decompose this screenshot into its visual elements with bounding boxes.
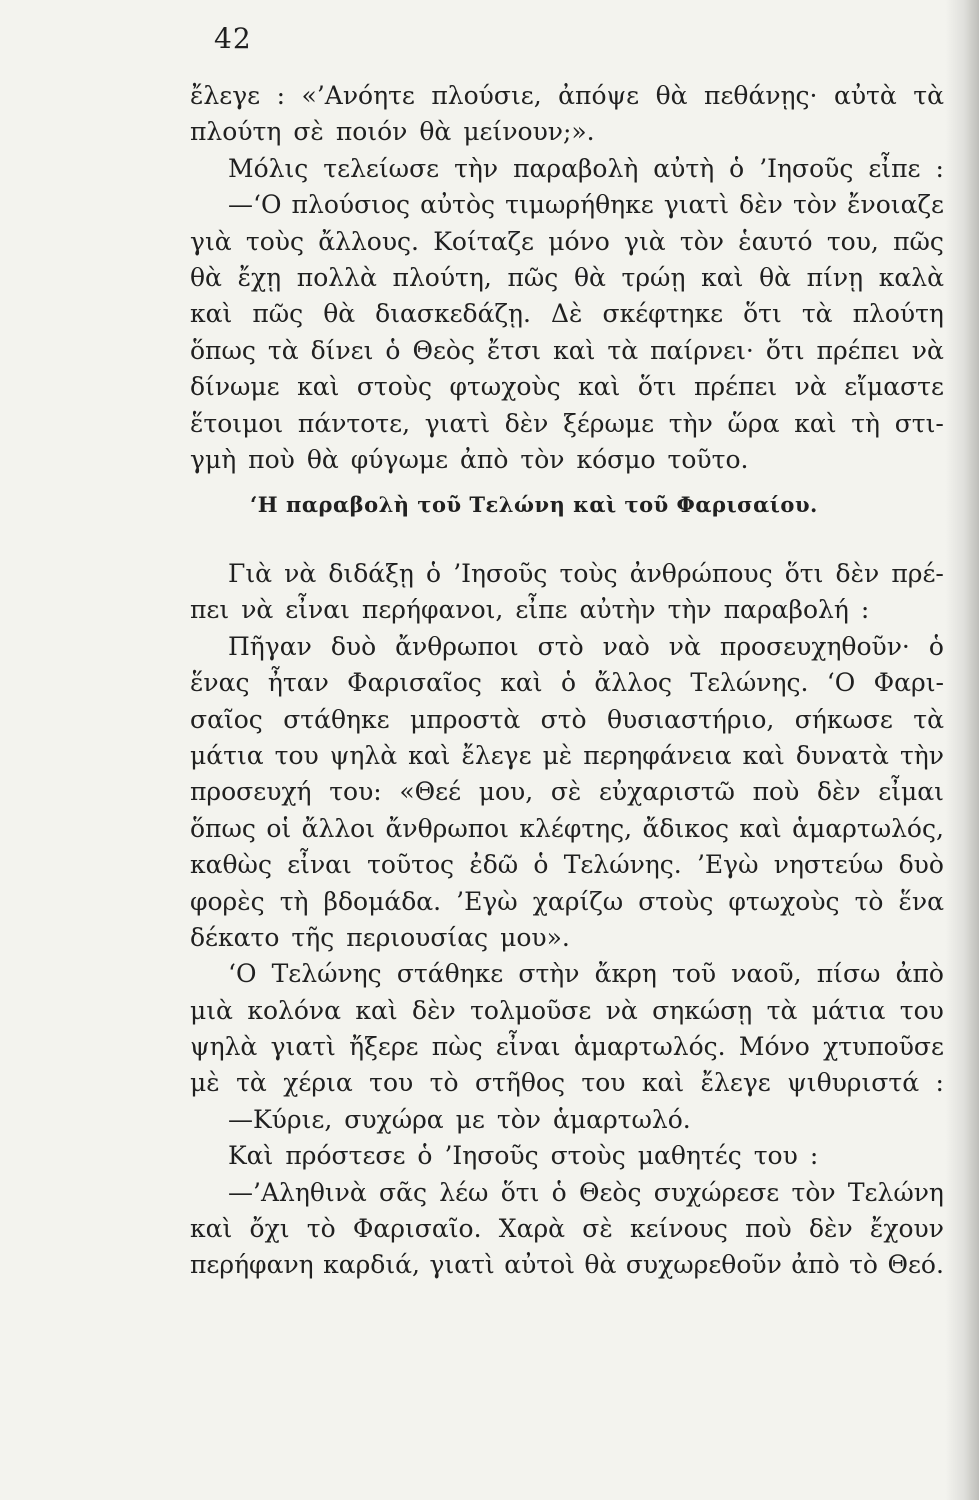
text-line: πει νὰ εἶναι περήφανοι, εἶπε αὐτὴν τὴν παραβολή : xyxy=(190,595,870,625)
text-line: ἕτοιμοι πάντοτε, γιατὶ δὲν ξέρωμε τὴν ὥρα καὶ τὴ στι- xyxy=(190,408,944,438)
text-line: καὶ ὄχι τὸ Φαρισαῖο. Χαρὰ σὲ κείνους ποὺ δὲν ἔχουν xyxy=(190,1214,944,1244)
text-line: προσευχή του: «Θεέ μου, σὲ εὐχαριστῶ ποὺ δὲν εἶμαι xyxy=(190,777,944,807)
text-line: —Κύριε, συχώρα με τὸν ἁμαρτωλό. xyxy=(228,1104,691,1134)
page-number: 42 xyxy=(214,22,252,55)
text-line: μάτια του ψηλὰ καὶ ἔλεγε μὲ περηφάνεια καὶ δυνατὰ τὴν xyxy=(190,740,944,770)
text-line: ἕνας ἦταν Φαρισαῖος καὶ ὁ ἄλλος Τελώνης. ‘Ο Φαρι- xyxy=(190,668,944,698)
text-line: πλούτη σὲ ποιόν θὰ μείνουν;». xyxy=(190,117,595,147)
text-line: δέκατο τῆς περιουσίας μου». xyxy=(190,922,570,952)
section-heading: ‘Η παραβολὴ τοῦ Τελώνη καὶ τοῦ Φαρισαίου. xyxy=(250,492,818,517)
text-line: Καὶ πρόστεσε ὁ ’Ιησοῦς στοὺς μαθητές του : xyxy=(228,1141,819,1171)
text-line: φορὲς τὴ βδομάδα. ’Εγὼ χαρίζω στοὺς φτωχοὺς τὸ ἕνα xyxy=(190,886,944,916)
text-line: —’Αληθινὰ σᾶς λέω ὅτι ὁ Θεὸς συχώρεσε τὸν Τελώνη xyxy=(228,1177,944,1207)
text-line: —‘Ο πλούσιος αὐτὸς τιμωρήθηκε γιατὶ δὲν τὸν ἔνοιαζε xyxy=(228,190,944,220)
text-line: δίνωμε καὶ στοὺς φτωχοὺς καὶ ὅτι πρέπει νὰ εἴμαστε xyxy=(190,372,944,402)
text-line: μιὰ κολόνα καὶ δὲν τολμοῦσε νὰ σηκώσῃ τὰ μάτια του xyxy=(190,995,944,1025)
text-line: ‘Ο Τελώνης στάθηκε στὴν ἄκρη τοῦ ναοῦ, πίσω ἀπὸ xyxy=(228,959,944,989)
text-line: Μόλις τελείωσε τὴν παραβολὴ αὐτὴ ὁ ’Ιησοῦς εἶπε : xyxy=(228,153,944,183)
text-line: Γιὰ νὰ διδάξῃ ὁ ’Ιησοῦς τοὺς ἀνθρώπους ὅτι δὲν πρέ- xyxy=(228,559,944,588)
paragraph-pharisee-publican xyxy=(190,556,944,1284)
text-line: ψηλὰ γιατὶ ἤξερε πὼς εἶναι ἁμαρτωλός. Μόνο χτυποῦσε xyxy=(190,1032,944,1062)
text-line: σαῖος στάθηκε μπροστὰ στὸ θυσιαστήριο, σήκωσε τὰ xyxy=(190,704,944,734)
text-line: ὅπως τὰ δίνει ὁ Θεὸς ἔτσι καὶ τὰ παίρνει· ὅτι πρέπει νὰ xyxy=(190,335,944,365)
text-line: ἔλεγε : «’Ανόητε πλούσιε, ἀπόψε θὰ πεθάνῃς· αὐτὰ τὰ xyxy=(190,81,944,110)
page-edge-shadow xyxy=(945,0,979,1500)
text-line: καὶ πῶς θὰ διασκεδάζῃ. Δὲ σκέφτηκε ὅτι τὰ πλούτη xyxy=(190,299,944,329)
text-line: καθὼς εἶναι τοῦτος ἐδῶ ὁ Τελώνης. ’Εγὼ νηστεύω δυὸ xyxy=(190,850,944,880)
text-line: Πῆγαν δυὸ ἄνθρωποι στὸ ναὸ νὰ προσευχηθοῦν· ὁ xyxy=(228,631,944,661)
text-line: γμὴ ποὺ θὰ φύγωμε ἀπὸ τὸν κόσμο τοῦτο. xyxy=(190,444,749,474)
text-line: μὲ τὰ χέρια του τὸ στῆθος του καὶ ἔλεγε ψιθυριστά : xyxy=(190,1068,944,1098)
paragraph-rich-man xyxy=(190,78,944,478)
text-line: περήφανη καρδιά, γιατὶ αὐτοὶ θὰ συχωρεθοῦν ἀπὸ τὸ Θεό. xyxy=(190,1250,944,1280)
text-line: γιὰ τοὺς ἄλλους. Κοίταζε μόνο γιὰ τὸν ἑαυτό του, πῶς xyxy=(190,226,944,256)
text-line: ὅπως οἱ ἄλλοι ἄνθρωποι κλέφτης, ἄδικος καὶ ἁμαρτωλός, xyxy=(190,813,944,843)
text-line: θὰ ἔχῃ πολλὰ πλούτη, πῶς θὰ τρώῃ καὶ θὰ πίνῃ καλὰ xyxy=(190,262,944,292)
